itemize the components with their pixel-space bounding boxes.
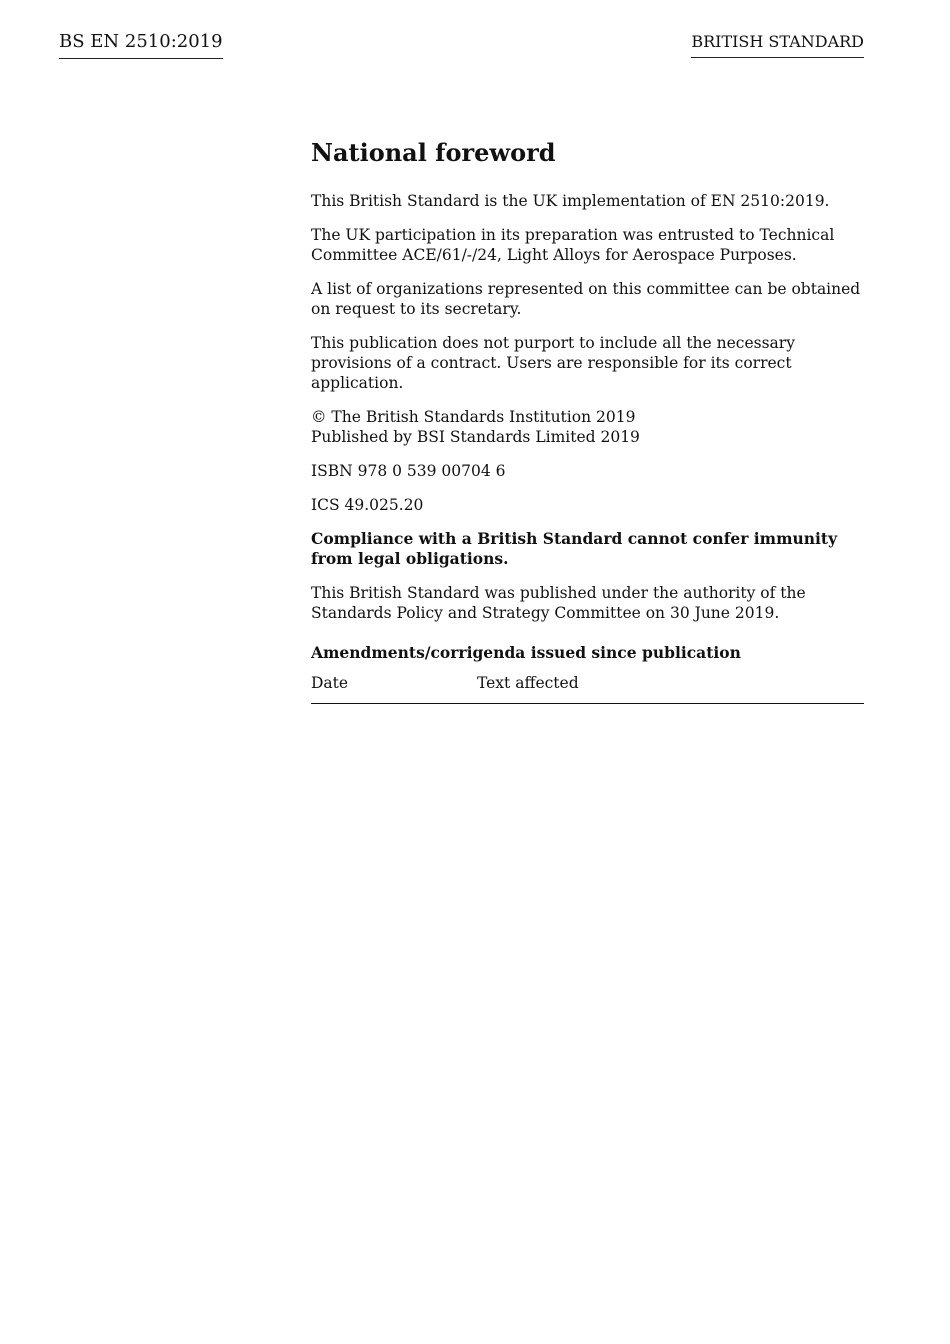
- authority-statement: This British Standard was published under the authority of the Standards Policy and Strategy Committee on 30 June 2019.: [311, 584, 806, 622]
- ics-code: ICS 49.025.20: [311, 496, 424, 514]
- foreword-paragraph-organizations: A list of organizations represented on this committee can be obtained on request to its secretary.: [311, 280, 861, 318]
- page-title: National foreword: [311, 138, 556, 167]
- amendments-column-date: Date: [311, 674, 349, 692]
- amendments-title: Amendments/corrigenda issued since publication: [311, 643, 741, 662]
- document-type: BRITISH STANDARD: [691, 31, 864, 58]
- compliance-notice: Compliance with a British Standard cannot confer immunity from legal obligations.: [311, 529, 838, 568]
- national-foreword-section: [311, 138, 864, 704]
- foreword-paragraph-participation: The UK participation in its preparation was entrusted to Technical Committee ACE/61/-/24, Light Alloys for Aerospace Purposes.: [311, 226, 835, 264]
- amendments-table: [311, 673, 864, 704]
- foreword-paragraph-provisions: This publication does not purport to include all the necessary provisions of a contract. Users are responsible for its correct application.: [311, 334, 795, 392]
- document-number: BS EN 2510:2019: [59, 30, 223, 59]
- copyright-block: [311, 407, 864, 447]
- isbn: ISBN 978 0 539 00704 6: [311, 462, 506, 480]
- amendments-column-text-affected: Text affected: [477, 674, 579, 692]
- publisher-line: Published by BSI Standards Limited 2019: [311, 428, 640, 446]
- copyright-line: © The British Standards Institution 2019: [311, 408, 636, 426]
- foreword-paragraph-implementation: This British Standard is the UK implementation of EN 2510:2019.: [311, 192, 830, 210]
